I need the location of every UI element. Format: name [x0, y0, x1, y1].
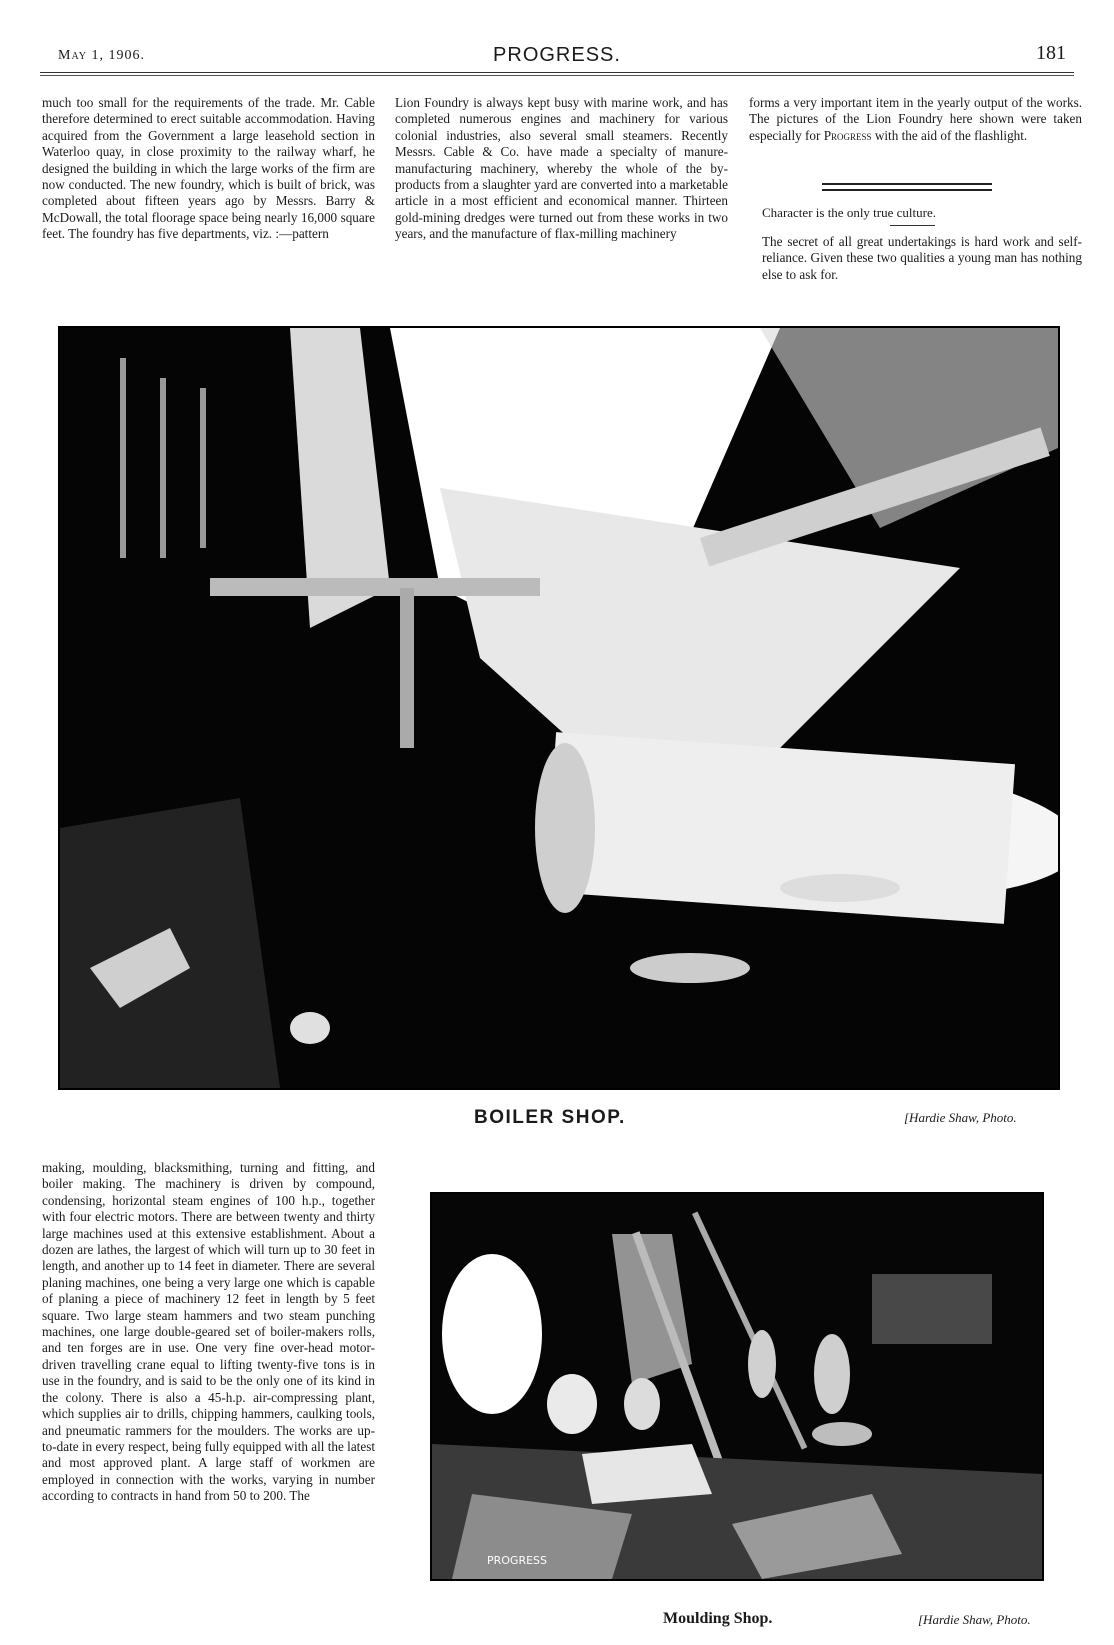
- page-number: 181: [1036, 42, 1066, 64]
- boiler-shop-credit: [Hardie Shaw, Photo.: [904, 1110, 1017, 1125]
- paragraph: Lion Foundry is always kept busy with marine work, and has completed numerous engines and machinery for various colonial industries, also several small steamers. Recently Messrs. Cable & Co. have made a specialty of manure-manufacturing machinery, whereby the whole of the by-products from a slaughter yard are converted into a marketable article in a most efficient and economical manner. Thirteen gold-mining dredges were turned out from these works in two years, and the manufacture of flax-milling machinery: [395, 95, 728, 242]
- boiler-shop-illustration: [60, 328, 1058, 1088]
- moulding-shop-illustration: [432, 1194, 1042, 1579]
- saying-paragraph: [762, 234, 1082, 283]
- header-rule-secondary: [40, 75, 1074, 76]
- progress-word: Progress: [823, 127, 872, 143]
- header-rule: [40, 72, 1074, 73]
- boiler-shop-caption: BOILER SHOP.: [474, 1107, 626, 1128]
- section-divider: [822, 183, 992, 191]
- paragraph: [749, 95, 1082, 144]
- article-column-3: [749, 95, 1082, 144]
- article-column-4: [42, 1160, 375, 1505]
- magazine-title: PROGRESS.: [493, 44, 621, 66]
- article-column-1: [42, 95, 375, 243]
- paragraph-text: forms a very important item in the yearly output of the works. The pictures of the Lion Foundry here shown were taken especially for: [749, 95, 1082, 143]
- paragraph: The secret of all great undertakings is hard work and self-reliance. Given these two qualities a young man has nothing else to ask for.: [762, 234, 1082, 282]
- paragraph: making, moulding, blacksmithing, turning and fitting, and boiler making. The machinery is driven by compound, condensing, horizontal steam engines of 100 h.p., together with four electric motors. There are between twenty and thirty large machines used at this extensive establishment. About a dozen are lathes, the largest of which will turn up to 30 feet in length, and another up to 14 feet in diameter. There are several planing machines, one being a very large one which is capable of planing a piece of machinery 12 feet in length by 5 feet square. Two large steam hammers and two steam punching machines, one large double-geared set of boiler-makers rolls, and ten forges are in use. One very fine over-head motor-driven travelling crane equal to lifting twenty-five tons is in use in the foundry, and is said to be the only one of its kind in the colony. There is also a 45-h.p. air-compressing plant, which supplies air to drills, chipping hammers, caulking tools, and pneumatic rammers for the moulders. The works are up-to-date in every respect, being fully equipped with all the latest and most approved plant. A large staff of workmen are employed in connection with the works, varying in number according to contracts in hand from 50 to 200. The: [42, 1160, 375, 1504]
- moulding-shop-caption: Moulding Shop.: [663, 1610, 773, 1627]
- boiler-shop-photo: [58, 326, 1060, 1090]
- moulding-watermark: PROGRESS: [487, 1554, 548, 1567]
- moulding-shop-photo: [430, 1192, 1044, 1581]
- page-header: [40, 40, 1074, 70]
- short-divider: [890, 225, 935, 226]
- quote-character: Character is the only true culture.: [762, 205, 936, 220]
- paragraph: much too small for the requirements of the trade. Mr. Cable therefore determined to erect suitable accommodation. Having acquired from the Government a large leasehold section in Waterloo quay, in close proximity to the railway wharf, he designed the building in which the large works of the firm are now conducted. The new foundry, which is built of brick, was completed about fifteen years ago by Messrs. Barry & McDowall, the total floorage space being nearly 16,000 square feet. The foundry has five departments, viz. :—pattern: [42, 95, 375, 242]
- article-column-2: [395, 95, 728, 243]
- moulding-shop-credit: [Hardie Shaw, Photo.: [918, 1612, 1031, 1627]
- paragraph-text-end: with the aid of the flashlight.: [871, 127, 1028, 143]
- issue-date: May 1, 1906.: [58, 48, 145, 63]
